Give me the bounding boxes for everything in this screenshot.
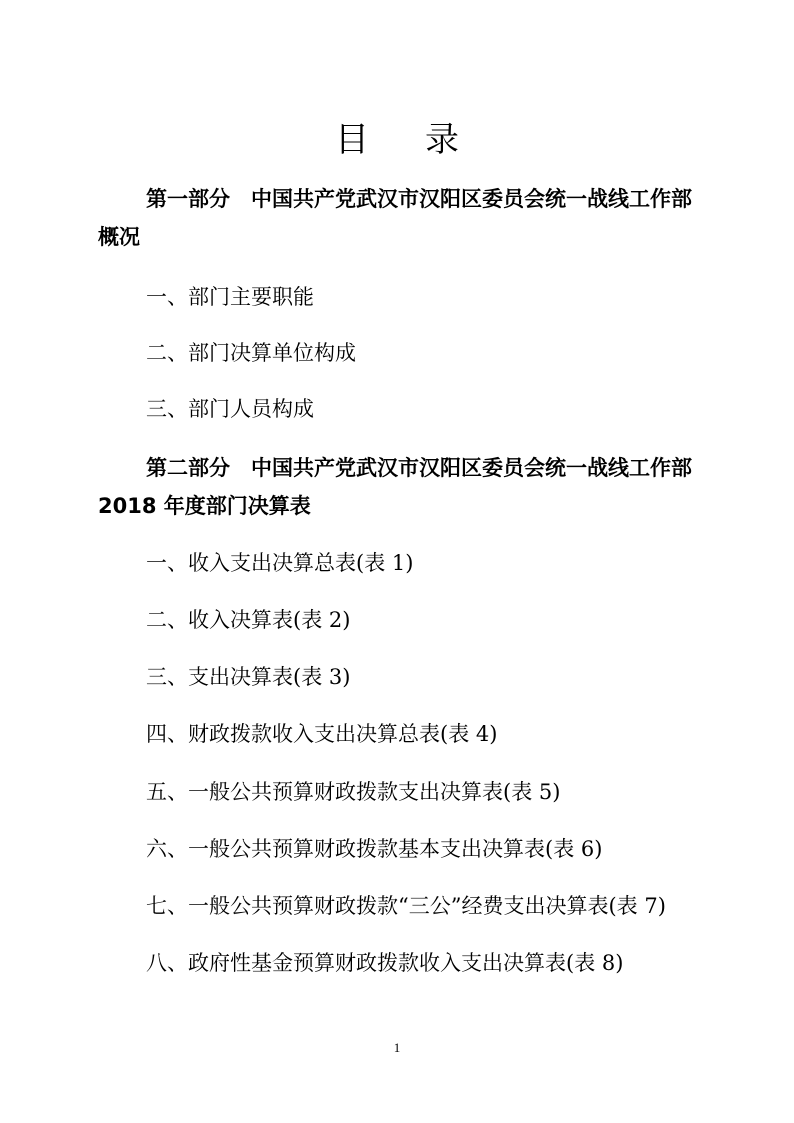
- toc-item: 七、一般公共预算财政拨款“三公”经费支出决算表(表 7): [146, 894, 666, 918]
- toc-item: 五、一般公共预算财政拨款支出决算表(表 5): [146, 780, 561, 804]
- toc-item: 六、一般公共预算财政拨款基本支出决算表(表 6): [146, 837, 603, 861]
- part-one-heading: 第一部分 中国共产党武汉市汉阳区委员会统一战线工作部概况: [98, 187, 692, 249]
- toc-item: 二、收入决算表(表 2): [146, 608, 351, 632]
- toc-item: 二、部门决算单位构成: [146, 341, 356, 365]
- toc-item: 一、收入支出决算总表(表 1): [146, 551, 414, 575]
- toc-item: 一、部门主要职能: [146, 285, 314, 309]
- toc-item: 四、财政拨款收入支出决算总表(表 4): [146, 722, 498, 746]
- toc-item: 三、部门人员构成: [146, 397, 314, 421]
- page-title: 目录: [335, 120, 515, 160]
- part-two-heading: 第二部分 中国共产党武汉市汉阳区委员会统一战线工作部 2018 年度部门决算表: [98, 456, 692, 518]
- toc-item: 八、政府性基金预算财政拨款收入支出决算表(表 8): [146, 951, 624, 975]
- page-number: 1: [393, 1040, 401, 1055]
- toc-item: 三、支出决算表(表 3): [146, 665, 351, 689]
